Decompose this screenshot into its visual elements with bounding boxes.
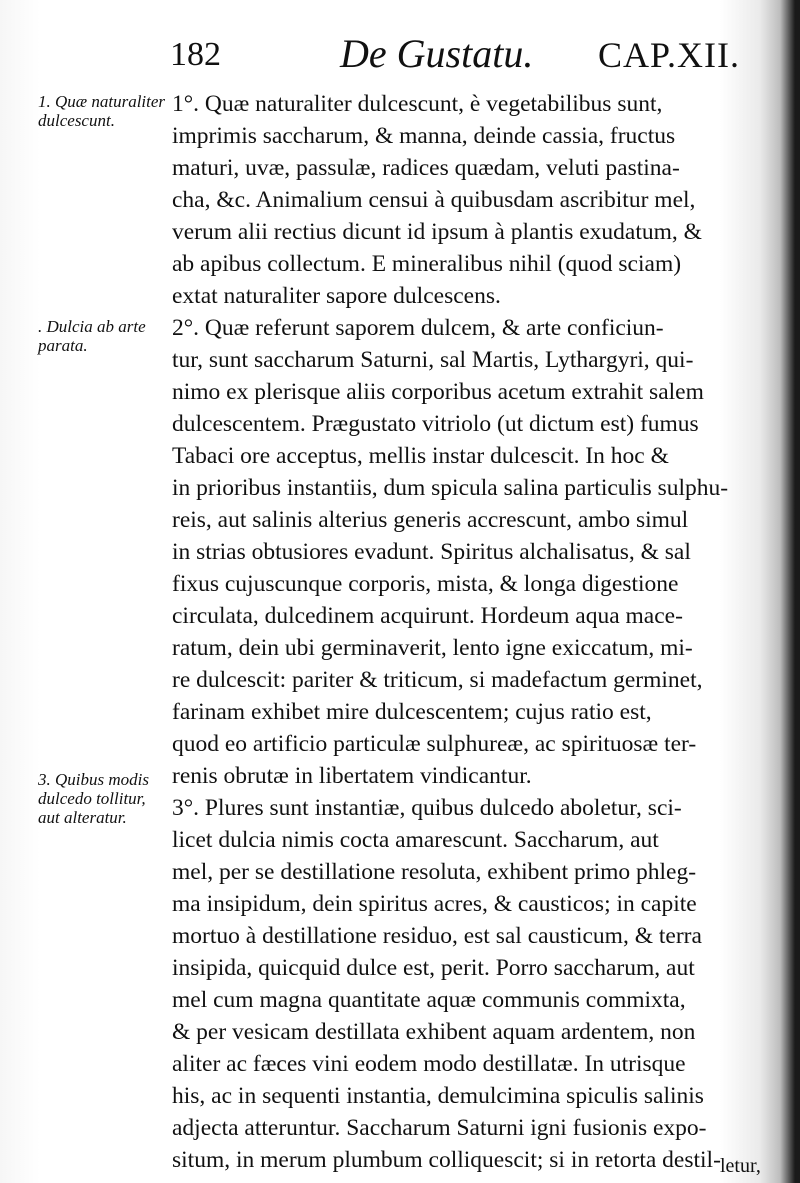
text-line: 3°. Plures sunt instantiæ, quibus dulcedo aboletur, sci- [172, 795, 682, 821]
text-line: dulcescentem. Prægustato vitriolo (ut dictum est) fumus [172, 411, 699, 437]
text-line: maturi, uvæ, passulæ, radices quædam, veluti pastina- [172, 155, 680, 181]
text-line: re dulcescit: pariter & triticum, si madefactum germinet, [172, 667, 703, 693]
text-line: aliter ac fæces vini eodem modo destillatæ. In utrisque [172, 1051, 686, 1077]
text-line-catchword: letur, [720, 1155, 761, 1177]
text-line: licet dulcia nimis cocta amarescunt. Saccharum, aut [172, 827, 659, 853]
text-line: ratum, dein ubi germinaverit, lento igne exiccatum, mi- [172, 635, 693, 661]
text-line: ma insipidum, dein spiritus acres, & causticos; in capite [172, 891, 697, 917]
text-line: & per vesicam destillata exhibent aquam ardentem, non [172, 1019, 696, 1045]
text-line: in strias obtusiores evadunt. Spiritus alchalisatus, & sal [172, 539, 691, 565]
text-line: Tabaci ore acceptus, mellis instar dulcescit. In hoc & [172, 443, 669, 469]
text-line: mel cum magna quantitate aquæ communis commixta, [172, 987, 686, 1013]
text-line: mortuo à destillatione residuo, est sal causticum, & terra [172, 923, 702, 949]
running-title: De Gustatu. [340, 31, 534, 76]
text-line: verum alii rectius dicunt id ipsum à plantis exudatum, & [172, 219, 702, 245]
chapter-label: CAP.XII. [597, 35, 740, 75]
text-line: in prioribus instantiis, dum spicula salina particulis sulphu- [172, 475, 729, 501]
text-line: farinam exhibet mire dulcescentem; cujus ratio est, [172, 699, 652, 725]
text-line: ab apibus collectum. E mineralibus nihil (quod sciam) [172, 251, 682, 277]
text-line: 1°. Quæ naturaliter dulcescunt, è vegetabilibus sunt, [172, 91, 663, 117]
text-line: adjecta atteruntur. Saccharum Saturni igni fusionis expo- [172, 1115, 707, 1141]
text-line: renis obrutæ in libertatem vindicantur. [172, 763, 532, 789]
text-line: insipida, quicquid dulce est, perit. Porro saccharum, aut [172, 955, 695, 981]
text-line: circulata, dulcedinem acquirunt. Hordeum aqua mace- [172, 603, 683, 629]
running-header [150, 30, 750, 80]
text-line: his, ac in sequenti instantia, demulcimina spiculis salinis [172, 1083, 704, 1109]
text-line: cha, &c. Animalium censui à quibusdam ascribitur mel, [172, 187, 696, 213]
text-line: quod eo artificio particulæ sulphureæ, ac spirituosæ ter- [172, 731, 697, 757]
text-line: reis, aut salinis alterius generis accrescunt, ambo simul [172, 507, 689, 533]
text-line: situm, in merum plumbum colliquescit; si in retorta destil- [172, 1147, 721, 1173]
margin-note-2: . Dulcia ab arte parata. [38, 317, 146, 355]
page-number: 182 [170, 36, 221, 73]
margin-note-3: 3. Quibus modis dulcedo tollitur, aut alteratur. [38, 770, 149, 827]
text-line: tur, sunt saccharum Saturni, sal Martis, Lythargyri, qui- [172, 347, 694, 373]
text-line: imprimis saccharum, & manna, deinde cassia, fructus [172, 123, 676, 149]
margin-note-1: 1. Quæ naturaliter dulcescunt. [38, 92, 166, 130]
text-line: nimo ex plerisque aliis corporibus acetum extrahit salem [172, 379, 704, 405]
text-line: mel, per se destillatione resoluta, exhibent primo phleg- [172, 859, 697, 885]
text-line: extat naturaliter sapore dulcescens. [172, 283, 501, 309]
text-line: 2°. Quæ referunt saporem dulcem, & arte conficiun- [172, 315, 664, 341]
text-line: fixus cujuscunque corporis, mista, & longa digestione [172, 571, 679, 597]
